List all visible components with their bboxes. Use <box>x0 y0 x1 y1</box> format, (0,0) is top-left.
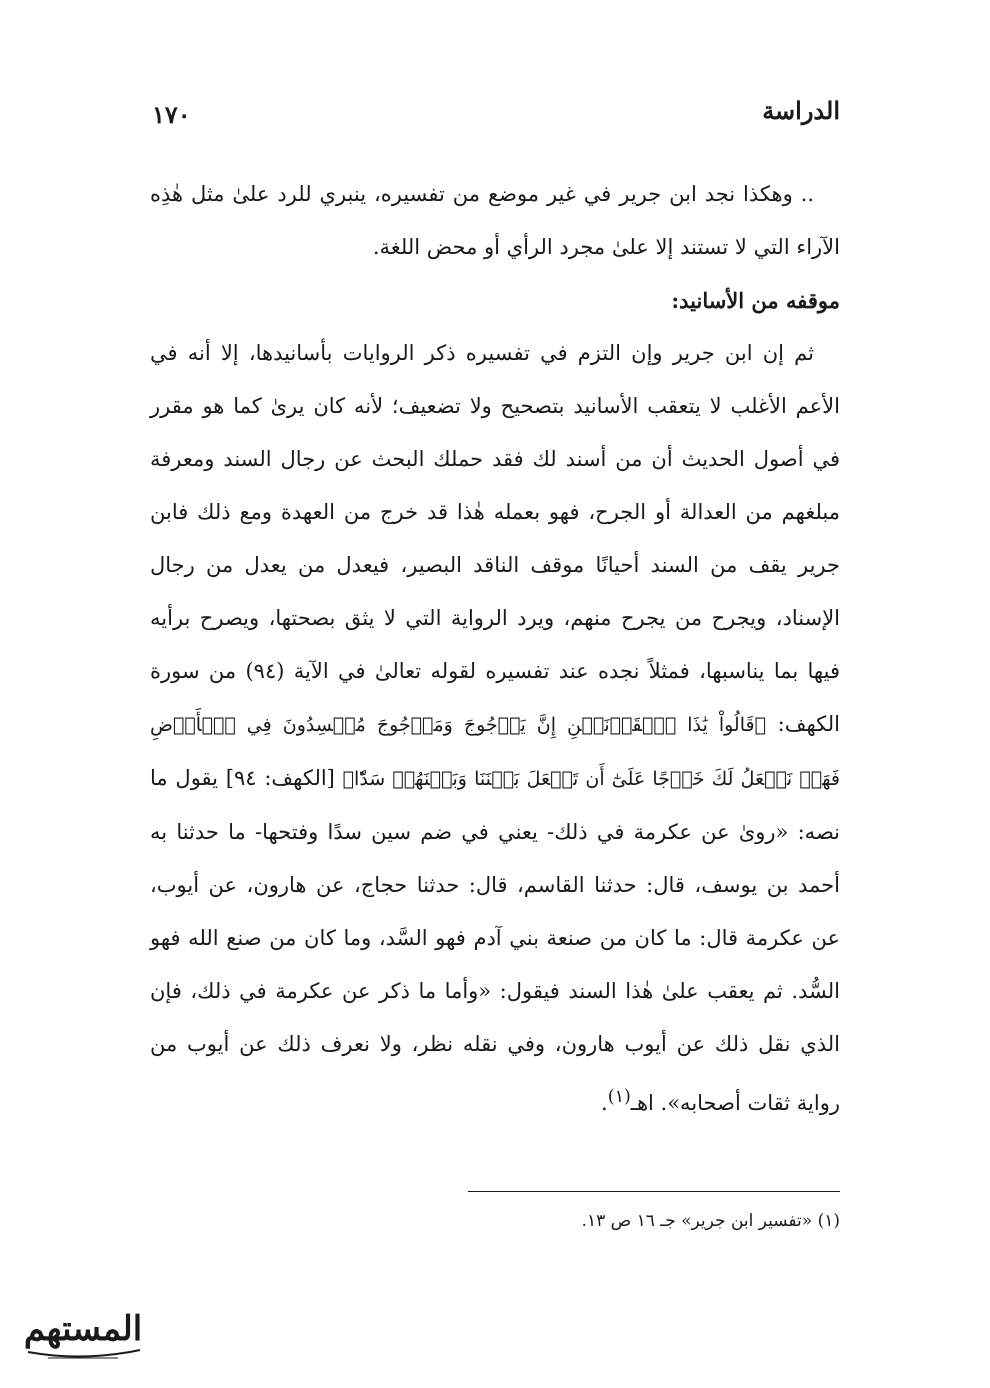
running-header-title: الدراسة <box>762 96 840 125</box>
logo-calligraphy-icon <box>18 1296 148 1368</box>
quran-verse: ﴿قَالُواْ يَٰذَا ٱلۡقَرۡنَيۡنِ إِنَّ يَأۡجُوجَ وَمَأۡجُوجَ مُفۡسِدُونَ فِي ٱلۡأَرۡضِ فَهَلۡ نَجۡعَلُ لَكَ خَرۡجًا عَلَىٰٓ أَن تَجۡعَلَ بَيۡنَنَا وَبَيۡنَهُمۡ سَدّٗا﴾ <box>150 714 841 790</box>
section-heading: موقفه من الأسانيد: <box>671 288 840 313</box>
footnote: (١) «تفسير ابن جرير» جـ ١٦ ص ١٣. <box>581 1211 840 1231</box>
page-number: ١٧٠ <box>152 100 191 129</box>
footnote-divider <box>468 1191 840 1192</box>
publisher-logo <box>18 1296 148 1368</box>
paragraph-text: ثم إن ابن جرير وإن التزم في تفسيره ذكر الروايات بأسانيدها، إلا أنه في الأعم الأغلب لا يتعقب الأسانيد بتصحيح ولا تضعيف؛ لأنه كان يرىٰ كما هو مقرر في أصول الحديث أن من أسند لك فقد حملك البحث عن رجال السند ومعرفة مبلغهم من العدالة أو الجرح، فهو بعمله هٰذا قد خرج من العهدة ومع ذلك فابن جرير يقف من السند أحيانًا موقف الناقد البصير، فيعدل من يعدل من رجال الإسناد، ويجرح من يجرح منهم، ويرد الرواية التي لا يثق بصحتها، ويصرح برأيه فيها بما يناسبها، فمثلاً نجده عند تفسيره لقوله تعالىٰ في الآية (٩٤) من سورة الكهف: <box>150 341 840 736</box>
paragraph-text: [الكهف: ٩٤] يقول ما نصه: «روىٰ عن عكرمة في ذلك- يعني في ضم سين سدًا وفتحها- ما حدثنا به أحمد بن يوسف، قال: حدثنا القاسم، قال: حدثنا حجاج، عن هارون، عن أيوب، عن عكرمة قال: ما كان من صنعة بني آدم فهو السَّد، وما كان من صنع الله فهو السُّد. ثم يعقب علىٰ هٰذا السند فيقول: «وأما ما ذكر عن عكرمة في ذلك، فإن الذي نقل ذلك عن أيوب هارون، وفي نقله نظر، ولا نعرف ذلك عن أيوب من رواية ثقات أصحابه». اهـ <box>150 766 840 1115</box>
body-text <box>150 168 840 1130</box>
paragraph <box>150 327 840 1130</box>
end-mark: . <box>601 1091 608 1115</box>
paragraph: .. وهكذا نجد ابن جرير في غير موضع من تفسيره، ينبري للرد علىٰ مثل هٰذِه الآراء التي لا تستند إلا علىٰ مجرد الرأي أو محض اللغة. <box>150 182 840 259</box>
footnote-reference[interactable]: (١) <box>607 1087 631 1107</box>
logo-lettering: المستهم <box>23 1309 143 1349</box>
